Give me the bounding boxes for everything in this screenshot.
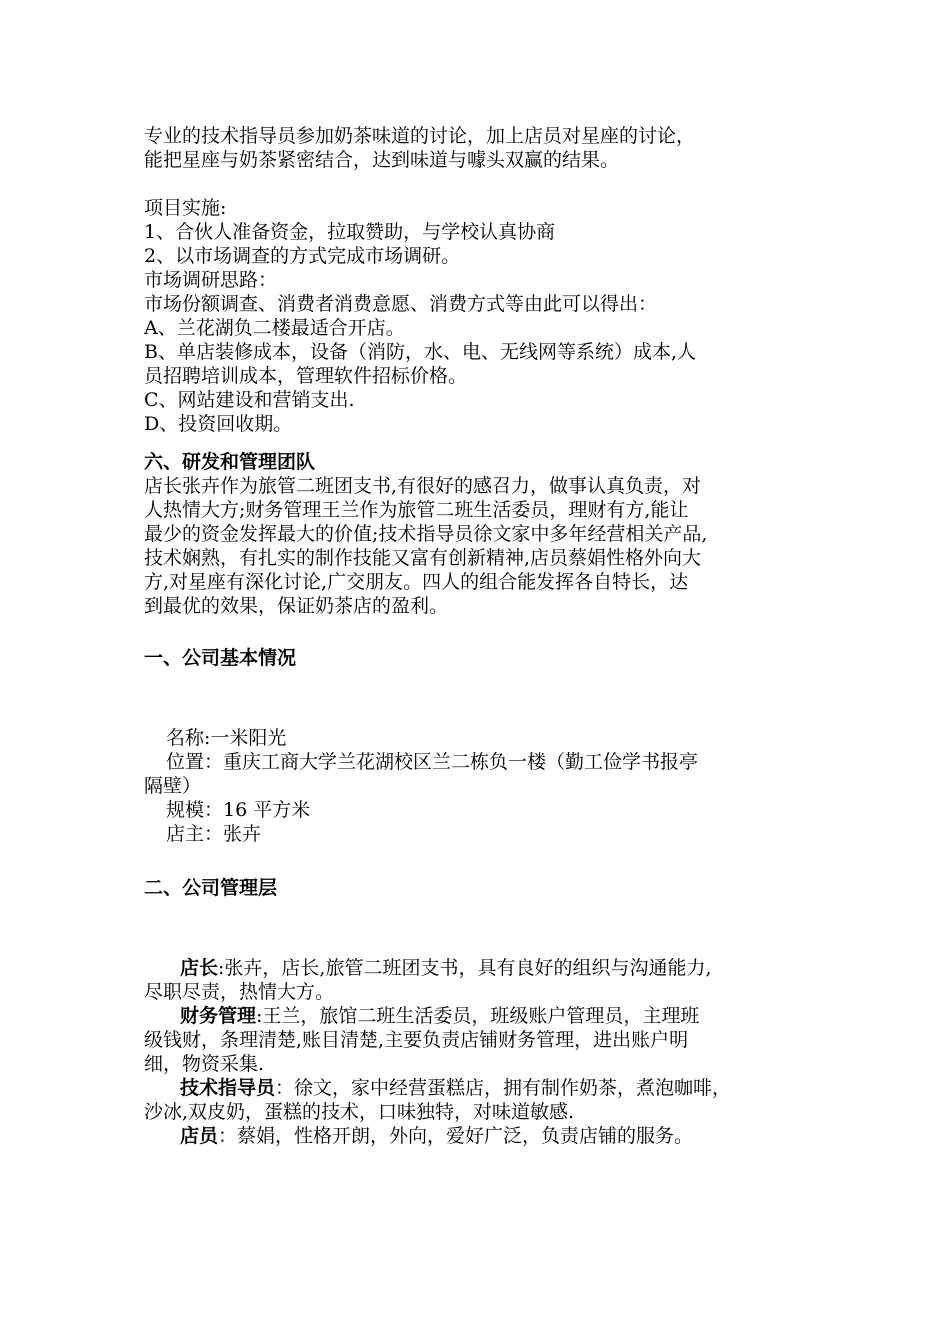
- team-line: 到最优的效果，保证奶茶店的盈利。: [144, 595, 449, 617]
- research-point: B、单店装修成本，设备（消防，水、电、无线网等系统）成本,人: [144, 341, 697, 363]
- document-page: [144, 124, 824, 1148]
- manager-desc: :张卉，店长,旅管二班团支书，具有良好的组织与沟通能力,: [218, 957, 712, 979]
- implementation-item: 2、以市场调查的方式完成市场调研。: [144, 245, 461, 267]
- finance-desc: :王兰，旅馆二班生活委员，班级账户管理员，主理班: [256, 1005, 700, 1027]
- staff-entry: [144, 1124, 824, 1148]
- tech-entry: [144, 1076, 824, 1100]
- staff-label: 店员: [180, 1125, 219, 1147]
- tech-desc: ：徐文，家中经营蛋糕店，拥有制作奶茶，煮泡咖啡，: [275, 1077, 732, 1099]
- tech-desc-cont: 沙冰,双皮奶，蛋糕的技术，口味独特，对味道敏感.: [144, 1101, 575, 1123]
- implementation-title: 项目实施:: [144, 197, 227, 219]
- team-line: 人热情大方;财务管理王兰作为旅管二班生活委员，理财有方,能让: [144, 499, 689, 521]
- manager-label: 店长: [180, 957, 219, 979]
- research-point: A、兰花湖负二楼最适合开店。: [144, 317, 405, 339]
- staff-desc: ：蔡娟，性格开朗，外向，爱好广泛，负责店铺的服务。: [218, 1125, 694, 1147]
- manager-desc-cont: 尽职尽责，热情大方。: [144, 981, 335, 1003]
- section-heading-team: 六、研发和管理团队: [144, 451, 316, 473]
- company-location: 位置：重庆工商大学兰花湖校区兰二栋负一楼（勤工俭学书报亭: [166, 751, 699, 773]
- intro-line: 能把星座与奶茶紧密结合，达到味道与噱头双赢的结果。: [144, 149, 620, 171]
- finance-entry: [144, 1004, 824, 1028]
- company-scale: 规模：16 平方米: [166, 799, 311, 821]
- research-point: 员招聘培训成本，管理软件招标价格。: [144, 365, 468, 387]
- manager-entry: [144, 956, 824, 980]
- research-point: C、网站建设和营销支出.: [144, 389, 355, 411]
- team-line: 店长张卉作为旅管二班团支书,有很好的感召力，做事认真负责，对: [144, 475, 702, 497]
- team-line: 方,对星座有深化讨论,广交朋友。四人的组合能发挥各自特长，达: [144, 571, 689, 593]
- section-heading-management: 二、公司管理层: [144, 877, 278, 899]
- finance-label: 财务管理: [180, 1005, 257, 1027]
- research-lead: 市场份额调查、消费者消费意愿、消费方式等由此可以得出：: [144, 293, 658, 315]
- company-name: 名称:一米阳光: [166, 727, 287, 749]
- team-line: 最少的资金发挥最大的价值;技术指导员徐文家中多年经营相关产品,: [144, 523, 708, 545]
- intro-line: 专业的技术指导员参加奶茶味道的讨论，加上店员对星座的讨论，: [144, 125, 696, 147]
- company-owner: 店主：张卉: [166, 823, 262, 845]
- section-heading-company: 一、公司基本情况: [144, 647, 297, 669]
- company-location-cont: 隔壁）: [144, 775, 202, 797]
- implementation-item: 1、合伙人准备资金，拉取赞助，与学校认真协商: [144, 221, 556, 243]
- research-title: 市场调研思路：: [144, 269, 278, 291]
- finance-desc-cont: 级钱财，条理清楚,账目清楚,主要负责店铺财务管理，进出账户明: [144, 1029, 689, 1051]
- finance-desc-cont: 细，物资采集.: [144, 1053, 265, 1075]
- research-point: D、投资回收期。: [144, 413, 293, 435]
- tech-label: 技术指导员: [180, 1077, 276, 1099]
- team-line: 技术娴熟，有扎实的制作技能又富有创新精神,店员蔡娟性格外向大: [144, 547, 702, 569]
